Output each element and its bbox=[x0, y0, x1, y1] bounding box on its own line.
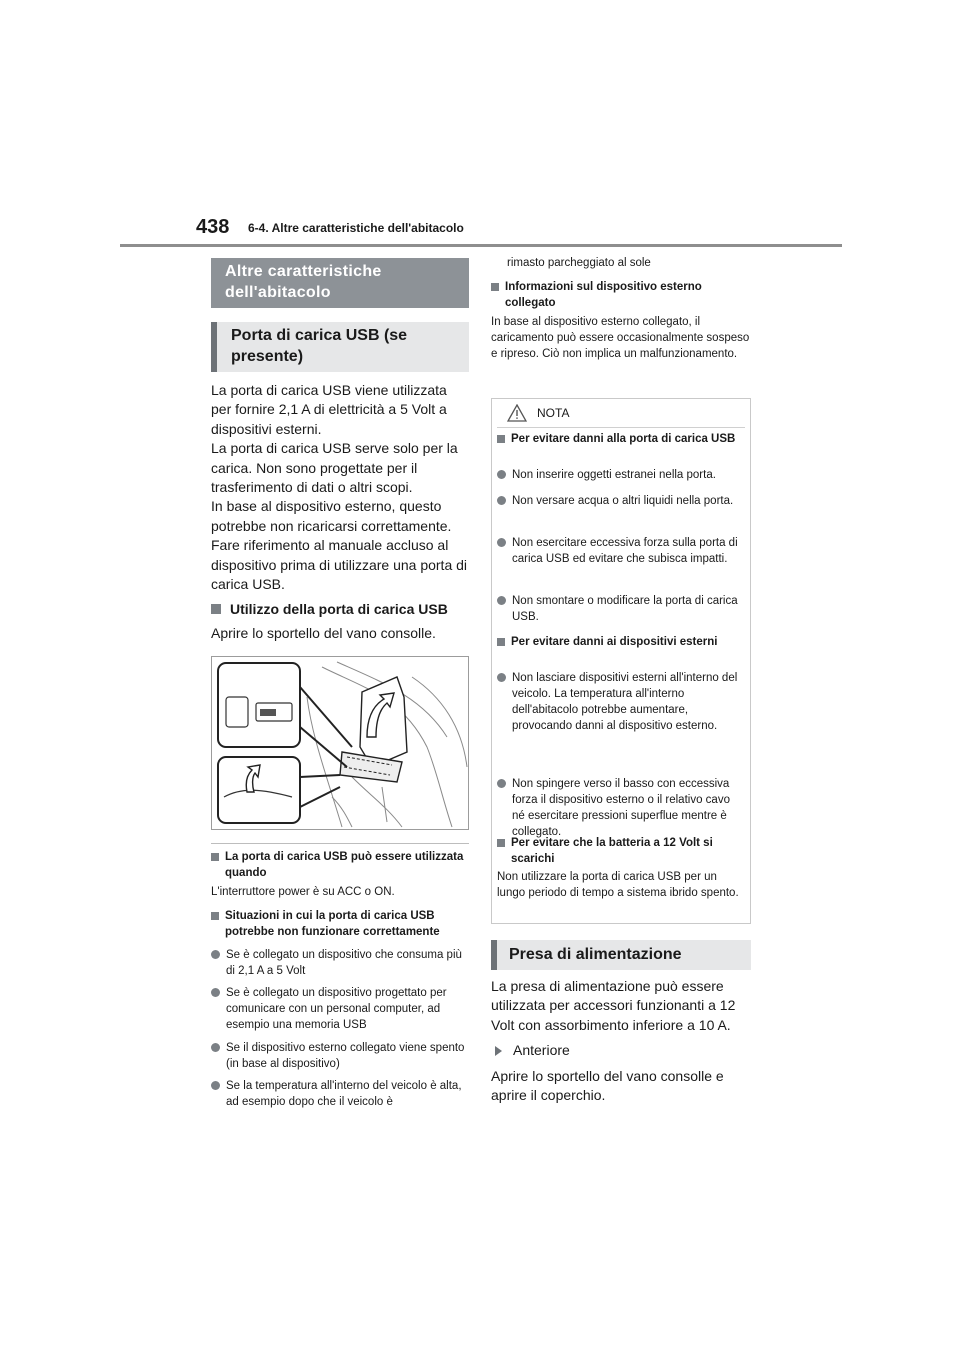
header-rule bbox=[120, 244, 842, 247]
power-heading: Presa di alimentazione bbox=[509, 946, 682, 963]
dot-bullet-icon bbox=[211, 1043, 220, 1052]
dot-bullet-icon bbox=[497, 470, 506, 479]
dot-bullet-icon bbox=[211, 1081, 220, 1090]
note-device-item bbox=[497, 776, 745, 840]
dot-bullet-icon bbox=[497, 496, 506, 505]
situation-text: Se la temperatura all'interno del veicolo è alta, ad esempio dopo che il veicolo è bbox=[226, 1080, 462, 1108]
front-text: Aprire lo sportello del vano consolle e aprire il coperchio. bbox=[491, 1068, 724, 1104]
square-bullet-icon bbox=[491, 283, 499, 291]
square-bullet-icon bbox=[497, 839, 505, 847]
situation-continuation: rimasto parcheggiato al sole bbox=[507, 257, 651, 269]
dot-bullet-icon bbox=[497, 538, 506, 547]
note-port-item bbox=[497, 493, 745, 509]
situation-item bbox=[211, 947, 469, 979]
note-header bbox=[507, 402, 747, 424]
when-text: L'interruttore power è su ACC o ON. bbox=[211, 886, 395, 898]
use-heading: Utilizzo della porta di carica USB bbox=[230, 601, 448, 617]
note-battery-heading: Per evitare che la batteria a 12 Volt si scarichi bbox=[511, 837, 713, 865]
info-text: In base al dispositivo esterno collegato, il caricamento può essere occasionalmente sospeso e ripreso. Ciò non implica un malfunzionamento. bbox=[491, 316, 750, 360]
note-port-text: Non esercitare eccessiva forza sulla porta di carica USB ed evitare che subisca impatti. bbox=[512, 537, 738, 565]
situation-text: Se è collegato un dispositivo che consuma più di 2,1 A a 5 Volt bbox=[226, 949, 462, 977]
dot-bullet-icon bbox=[211, 988, 220, 997]
use-heading-item bbox=[211, 600, 469, 619]
note-port-text: Non smontare o modificare la porta di carica USB. bbox=[512, 595, 738, 623]
situations-heading-item bbox=[211, 908, 469, 940]
chapter-title: 6-4. Altre caratteristiche dell'abitacolo bbox=[248, 221, 464, 235]
note-rule bbox=[497, 427, 745, 428]
front-label: Anteriore bbox=[513, 1042, 570, 1058]
note-device-text: Non spingere verso il basso con eccessiva forza il dispositivo esterno o il relativo cavo né esercitare pressioni superflue mentre è collegato. bbox=[512, 778, 730, 838]
section-title-band bbox=[211, 258, 469, 308]
situation-item bbox=[211, 985, 469, 1033]
section-divider bbox=[211, 843, 469, 844]
dot-bullet-icon bbox=[497, 779, 506, 788]
note-port-text: Non inserire oggetti estranei nella porta. bbox=[512, 469, 716, 481]
note-label: NOTA bbox=[537, 406, 570, 420]
note-port-item bbox=[497, 593, 745, 625]
triangle-bullet-icon bbox=[495, 1046, 502, 1056]
square-bullet-icon bbox=[497, 638, 505, 646]
square-bullet-icon bbox=[497, 435, 505, 443]
console-illustration-svg bbox=[212, 657, 468, 829]
console-usb-illustration bbox=[211, 656, 469, 830]
square-bullet-icon bbox=[211, 912, 219, 920]
situation-item bbox=[211, 1040, 469, 1072]
note-port-text: Non versare acqua o altri liquidi nella porta. bbox=[512, 495, 734, 507]
square-bullet-icon bbox=[211, 853, 219, 861]
note-port-item bbox=[497, 535, 745, 567]
note-battery-heading-item bbox=[497, 835, 745, 867]
dot-bullet-icon bbox=[497, 673, 506, 682]
square-bullet-icon bbox=[211, 604, 221, 614]
situation-item bbox=[211, 1078, 469, 1110]
dot-bullet-icon bbox=[497, 596, 506, 605]
situation-text: Se è collegato un dispositivo progettato per comunicare con un personal computer, ad esempio una memoria USB bbox=[226, 987, 447, 1031]
info-heading-item bbox=[491, 279, 751, 311]
usb-heading-band bbox=[211, 322, 469, 372]
warning-triangle-icon bbox=[507, 404, 527, 422]
dot-bullet-icon bbox=[211, 950, 220, 959]
use-text: Aprire lo sportello del vano consolle. bbox=[211, 625, 436, 641]
section-title: Altre caratteristiche dell'abitacolo bbox=[225, 263, 382, 301]
power-heading-band bbox=[491, 940, 751, 970]
note-device-heading-item bbox=[497, 634, 745, 650]
power-description: La presa di alimentazione può essere utilizzata per accessori funzionanti a 12 Volt con assorbimento inferiore a 10 A. bbox=[491, 978, 736, 1033]
when-heading-item bbox=[211, 849, 469, 881]
usb-description: La porta di carica USB viene utilizzata per fornire 2,1 A di elettricità a 5 Volt a dispositivi esterni. La porta di carica USB serve solo per la carica. Non sono progettate per il trasferimento di dati o altri scopi. In base al dispositivo esterno, questo potrebbe non ricaricarsi correttamente. Fare riferimento al manuale accluso al dispositivo prima di utilizzare una porta di carica USB. bbox=[211, 382, 468, 593]
situation-text: Se il dispositivo esterno collegato viene spento (in base al dispositivo) bbox=[226, 1042, 465, 1070]
front-item bbox=[495, 1041, 751, 1060]
note-device-text: Non lasciare dispositivi esterni all'interno del veicolo. La temperatura all'interno dell'abitacolo potrebbe aumentare, provocando danni al dispositivo esterno. bbox=[512, 672, 738, 732]
usb-heading: Porta di carica USB (se presente) bbox=[231, 327, 408, 365]
note-battery-text: Non utilizzare la porta di carica USB per un lungo periodo di tempo a sistema ibrido spento. bbox=[497, 871, 739, 899]
info-heading: Informazioni sul dispositivo esterno collegato bbox=[505, 281, 702, 309]
when-heading: La porta di carica USB può essere utilizzata quando bbox=[225, 851, 464, 879]
note-device-item bbox=[497, 670, 745, 734]
page-number: 438 bbox=[196, 216, 230, 238]
situations-heading: Situazioni in cui la porta di carica USB potrebbe non funzionare correttamente bbox=[225, 910, 440, 938]
note-port-item bbox=[497, 467, 745, 483]
note-device-heading: Per evitare danni ai dispositivi esterni bbox=[511, 636, 718, 648]
note-port-heading: Per evitare danni alla porta di carica USB bbox=[511, 433, 736, 445]
note-port-heading-item bbox=[497, 431, 745, 447]
